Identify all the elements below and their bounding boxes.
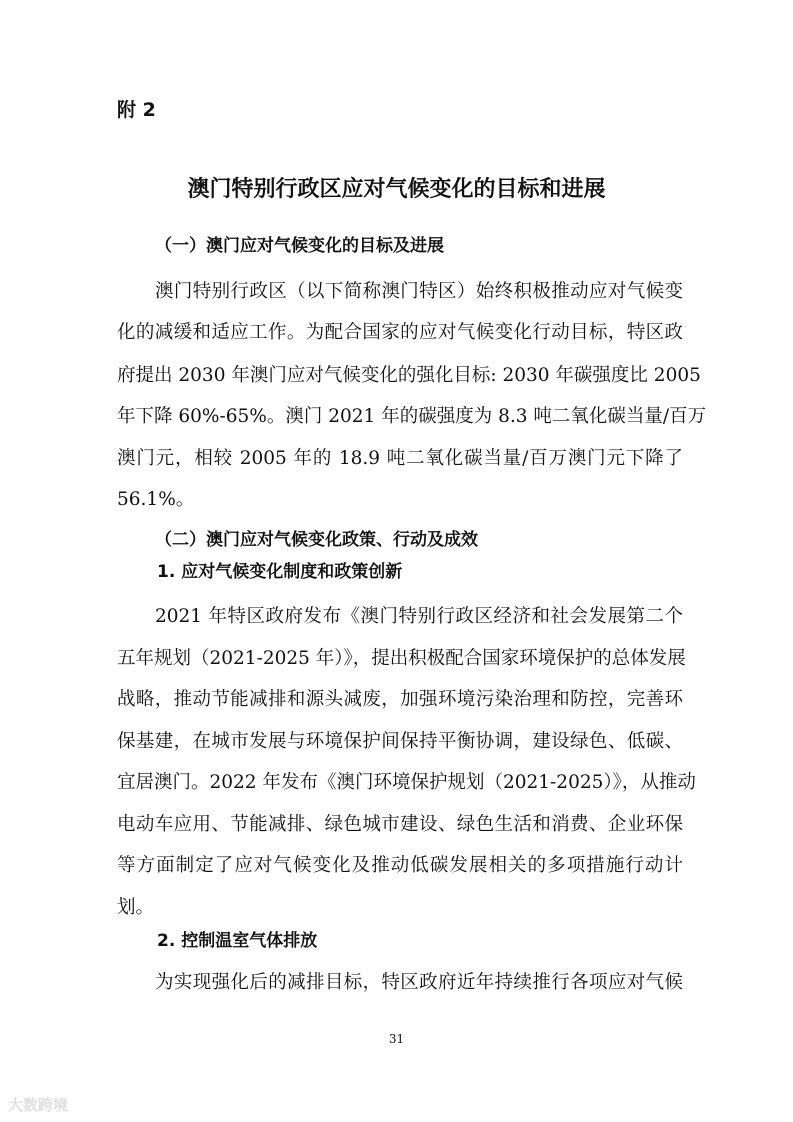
- paragraph-line: 划。: [117, 897, 155, 918]
- paragraph-line: 为实现强化后的减排目标，特区政府近年持续推行各项应对气候: [155, 972, 683, 993]
- paragraph-line: 化的减缓和适应工作。为配合国家的应对气候变化行动目标，特区政: [117, 322, 683, 343]
- paragraph-line: 战略，推动节能减排和源头减废，加强环境污染治理和防控，完善环: [117, 689, 683, 710]
- paragraph-line: 府提出 2030 年澳门应对气候变化的强化目标: 2030 年碳强度比 2005: [117, 365, 701, 386]
- subheading-1: 1. 应对气候变化制度和政策创新: [157, 562, 403, 582]
- paragraph-line: 年下降 60%-65%。澳门 2021 年的碳强度为 8.3 吨二氧化碳当量/百万: [117, 406, 707, 427]
- section-heading-2: （二）澳门应对气候变化政策、行动及成效: [155, 530, 478, 550]
- subheading-2: 2. 控制温室气体排放: [157, 931, 318, 951]
- paragraph-line: 等方面制定了应对气候变化及推动低碳发展相关的多项措施行动计: [117, 855, 683, 876]
- paragraph-line: 五年规划（2021-2025 年）》，提出积极配合国家环境保护的总体发展: [117, 648, 686, 669]
- annex-label: 附 2: [117, 99, 156, 121]
- paragraph-line: 澳门特别行政区（以下简称澳门特区）始终积极推动应对气候变: [155, 281, 683, 302]
- page-title: 澳门特别行政区应对气候变化的目标和进展: [187, 177, 606, 202]
- paragraph-line: 56.1%。: [117, 489, 195, 510]
- watermark-logo: 大数跨境: [8, 1096, 69, 1114]
- section-heading-1: （一）澳门应对气候变化的目标及进展: [155, 236, 444, 256]
- paragraph-line: 保基建，在城市发展与环境保护间保持平衡协调，建设绿色、低碳、: [117, 731, 683, 752]
- paragraph-line: 电动车应用、节能减排、绿色城市建设、绿色生活和消费、企业环保: [117, 814, 683, 835]
- page-number: 31: [388, 1032, 405, 1046]
- paragraph-line: 澳门元，相较 2005 年的 18.9 吨二氧化碳当量/百万澳门元下降了: [117, 448, 683, 469]
- paragraph-line: 2021 年特区政府发布《澳门特别行政区经济和社会发展第二个: [155, 606, 683, 627]
- paragraph-line: 宜居澳门。2022 年发布《澳门环境保护规划（2021-2025）》，从推动: [117, 772, 696, 793]
